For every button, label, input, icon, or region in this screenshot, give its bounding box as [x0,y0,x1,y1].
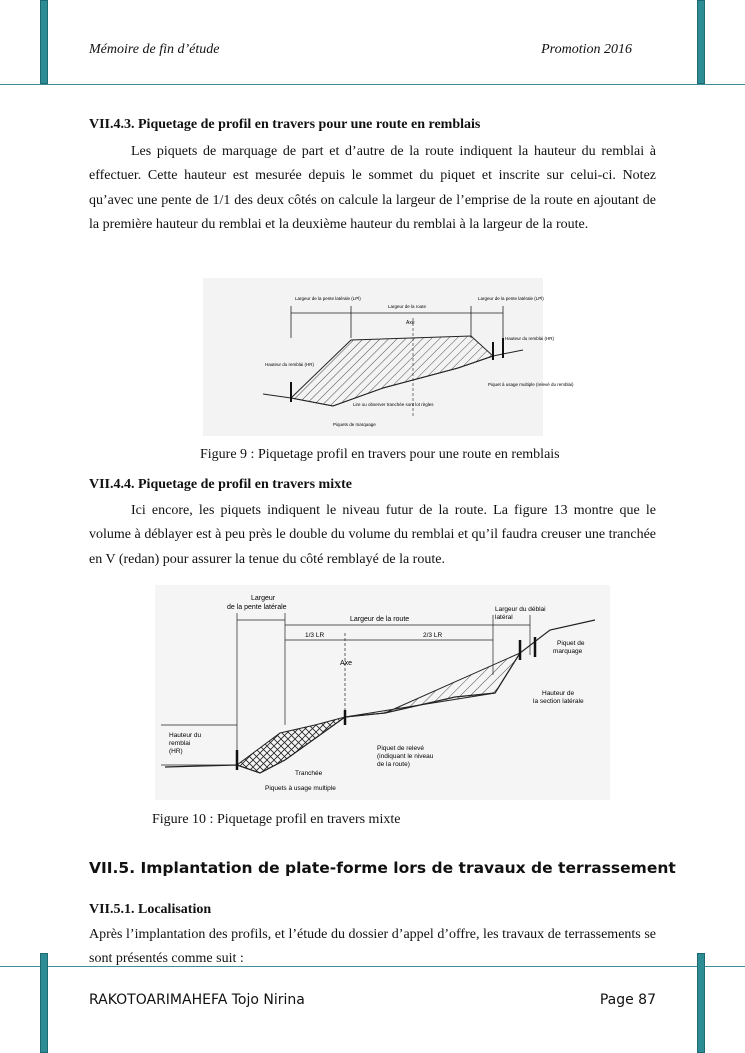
figure-9-diagram [203,278,574,436]
footer-author: RAKOTOARIMAHEFA Tojo Nirina [89,992,305,1008]
label-top-right: Largeur de la pente latérale (LPl) [478,296,544,301]
label-axe: Axe [340,660,353,667]
label-pente-1: Largeur [251,595,276,602]
footer-page-number: Page 87 [599,992,656,1008]
label-bottom: Piquets de marquage [333,422,376,427]
section-title-75: VII.5. Implantation de plate-forme lors de travaux de terrassement [89,859,676,877]
label-two-third: 2/3 LR [423,632,443,639]
label-pente-2: de la pente latérale [227,604,287,611]
label-deblai-1: Largeur du déblai [495,606,546,613]
section-paragraph-751: Après l’implantation des profils, et l’étude du dossier d’appel d’offre, les travaux de terrassements se sont présentés comme suit : [89,927,656,967]
label-stake-note: Piquet à usage multiple (relevé du remblai) [488,382,574,387]
label-usage-multiple: Piquets à usage multiple [265,785,336,792]
paragraph-text: Les piquets de marquage de part et d’autre de la route indiquent la hauteur du remblai à effectuer. Cette hauteur est mesurée depuis le sommet du piquet et inscrite sur celui-ci. Notez qu’avec une pente de 1/1 des deux côtés on calcule la largeur de l’emprise de la route en ajoutant de la première hauteur du remblai et la deuxième hauteur du remblai à la largeur de la route. [89,144,656,232]
paragraph-text: Ici encore, les piquets indiquent le niveau futur de la route. La figure 13 montre que le volume à déblayer est à peu près le double du volume du remblai et qu’il faudra creuser une tranchée en V (redan) pour assurer la tenue du côté remblayé de la route. [89,503,656,567]
label-hauteur-sect-2: la section latérale [533,698,584,705]
label-route: Largeur de la route [350,616,410,623]
label-right-height: Hauteur du remblai (HR) [505,336,555,341]
label-releve-2: (indiquant le niveau [377,753,434,760]
label-releve-3: de la route) [377,761,410,768]
label-deblai-2: latéral [495,614,513,621]
label-hauteur-remblai-3: (HR) [169,748,183,755]
label-hauteur-remblai-1: Hauteur du [169,732,202,739]
label-piquet-marq-1: Piquet de [557,640,585,647]
label-one-third: 1/3 LR [305,632,325,639]
section-title-744: VII.4.4. Piquetage de profil en travers mixte [89,477,352,492]
header-title: Mémoire de fin d’étude [89,42,220,57]
header-promotion: Promotion 2016 [541,42,632,57]
label-releve-1: Piquet de relevé [377,745,424,752]
label-tranchee: Tranchée [295,770,323,777]
section-title-743: VII.4.3. Piquetage de profil en travers pour une route en remblais [89,117,481,132]
header-left-bar [40,0,48,84]
label-top-left: Largeur de la pente latérale (LPl) [295,296,361,301]
header-rule [0,84,745,85]
section-paragraph-744 [89,499,656,572]
label-piquet-marq-2: marquage [553,648,583,655]
label-axe: Axe [406,320,415,326]
figure-10-caption: Figure 10 : Piquetage profil en travers mixte [152,812,401,827]
figure-9-caption: Figure 9 : Piquetage profil en travers pour une route en remblais [200,447,560,462]
label-hauteur-remblai-2: remblai [169,740,191,747]
footer-left-bar [40,953,48,1053]
footer-right-bar [697,953,705,1053]
label-top-mid: Largeur de la route [388,304,427,309]
label-left-height: Hauteur du remblai (HR) [265,362,315,367]
figure-10-diagram [155,585,610,800]
label-hauteur-sect-1: Hauteur de [542,690,575,697]
section-paragraph-743 [89,140,656,237]
header-right-bar [697,0,705,84]
section-title-751: VII.5.1. Localisation [89,902,212,917]
label-bottom-note: Lire ou observer tranchée sont lot règles [353,402,434,407]
